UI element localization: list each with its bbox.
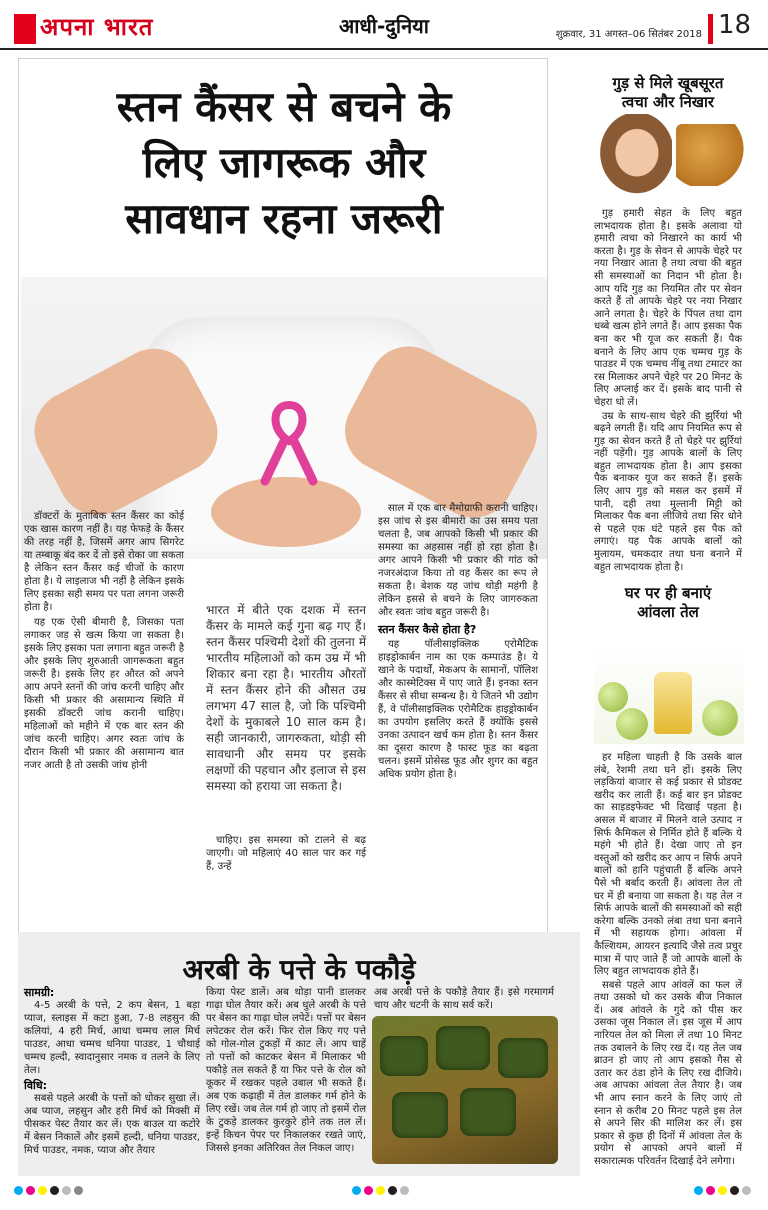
registration-dot <box>364 1186 373 1195</box>
header-divider <box>708 14 713 44</box>
pakora-piece <box>380 1036 428 1076</box>
title-line: घर पर ही बनाएं <box>624 584 712 602</box>
paragraph: यह पॉलीसाइक्लिक एरोमैटिक हाइड्रोकार्बन नाम का एक कम्पाउंड है। ये खाने के पदार्थों, मेकअप के सामानों, पॉलिश और कास्मेटिक्स में पाए जाते हैं। इनका स्तन कैंसर से सीधा सम्बन्ध है। ये जितने भी उद्योग हैं, वे पॉलीसाइक्लिक एरोमैटिक हाइड्रोकार्बन का उपयोग इसलिए करते हैं क्योंकि इससे उनका उत्पादन खर्च कम होता है। स्तन कैंसर का दूसरा कारण है फास्ट फूड का बढ़ता चलन। इसमें प्रोसेस्ड फूड और शुगर का बहुत अधिक प्रयोग होता है। <box>378 639 538 780</box>
pakora-piece <box>498 1038 548 1078</box>
sidebar-story2-text <box>594 752 742 1170</box>
registration-dot <box>26 1186 35 1195</box>
sidebar-story2-title <box>584 584 752 622</box>
recipe-column-3: अब अरबी पत्ते के पकौड़े तैयार हैं। इसे गरमागर्म चाय और चटनी के साथ सर्व करें। <box>374 987 554 1011</box>
masthead-logo: अपना भारत <box>40 12 154 41</box>
main-story-box <box>18 58 548 934</box>
sidebar-story1-text <box>594 208 742 575</box>
title-line: आंवला तेल <box>637 603 699 621</box>
subheading: स्तन कैंसर कैसे होता है? <box>378 623 477 636</box>
oil-bottle <box>654 672 692 734</box>
amla-fruit <box>598 682 628 712</box>
amla-fruit <box>616 708 648 740</box>
pakora-piece <box>436 1026 490 1070</box>
recipe-column-1 <box>24 986 200 1159</box>
paragraph: डॉक्टरों के मुताबिक स्तन कैंसर का कोई एक खास कारण नहीं है। यह फेफड़े के कैंसर की तरह नहीं है, जिसमें अगर आप सिगरेट या तम्बाकू बंद कर दें तो इसे रोका जा सकता है लेकिन स्तन कैंसर कई चीजों के कारण होता है। ये लाइलाज भी नहीं है लेकिन इसके लिए इसका सही समय पर पता लगना जरूरी होता है। <box>24 511 184 613</box>
pakora-photo <box>372 1016 558 1164</box>
title-line: गुड़ से मिले खूबसूरत <box>612 74 724 92</box>
method-text: सबसे पहले अरबी के पत्तों को धोकर सुखा लें। अब प्याज, लहसुन और हरी मिर्च को मिक्सी में पीसकर पेस्ट तैयार कर लें। एक बाउल या कटोरे में बेसन निकालें और इसमें हल्दी, धनिया पाउडर, मिर्च पाउडर, नमक, प्याज और तैयार <box>24 1093 200 1156</box>
headline-line: लिए जागरूक और <box>142 138 426 187</box>
dateline: शुक्रवार, 31 अगस्त–06 सितंबर 2018 <box>555 29 702 40</box>
registration-dot <box>694 1186 703 1195</box>
paragraph: सबसे पहले आप आंवलें का फल लें तथा उसको धो कर उसके बीज निकाल दें। अब आंवले के गुदे को पीस कर उसका जूस निकाल लें। इस जूस में आप नारियल तेल को मिला लें तथा 10 मिनट तक उबालने के लिए रख दें। यह तेल जब ब्राउन हो जाए तो आप इसको गैस से उतार कर ठंडा होने के लिए रख दीजिये। अब आपका आंवला तेल तैयार है। जब भी आप स्नान करने के लिए जाएं तो स्नान से करीब 20 मिनट पहले इस तेल से अपने सिर की मालिश कर लें। इस प्रकार से कुछ ही दिनों में आंवला तेल के प्रयोग से आपको अपने बालों में सकारात्मक परिवर्तन दिखाई देने लगेगा। <box>594 979 742 1167</box>
headline-line: सावधान रहना जरूरी <box>125 194 443 243</box>
ingredients-label: सामग्री: <box>24 986 55 999</box>
woman-face-photo <box>594 114 672 200</box>
registration-dot <box>376 1186 385 1195</box>
amla-fruit <box>702 700 738 736</box>
recipe-title: अरबी के पत्ते के पकौड़े <box>182 953 416 986</box>
paragraph: साल में एक बार मैमोग्राफी करानी चाहिए। इस जांच से इस बीमारी का उस समय पता चलता है, जब आपको किसी भी प्रकार की समस्या का अहसास नहीं हो रहा होता है। अगर आपने किसी भी प्रकार की गांठ को नजरअंदाज किया तो वह कैंसर का रूप ले सकता है। बेशक यह जांच थोड़ी महंगी है लेकिन इससे से बचने के लिए जागरुकता और स्वतः जांच बहुत जरूरी है। <box>378 503 538 618</box>
registration-dot <box>50 1186 59 1195</box>
section-title: आधी-दुनिया <box>339 14 429 38</box>
registration-dot <box>706 1186 715 1195</box>
headline-line: स्तन कैंसर से बचने के <box>116 82 452 131</box>
registration-dot <box>388 1186 397 1195</box>
registration-dot <box>400 1186 409 1195</box>
paragraph: गुड़ हमारी सेहत के लिए बहुत लाभदायक होता है। इसके अलावा यो हमारी त्वचा को निखारने का कार्य भी करता है। गुड़ के सेवन से आपके चेहरे पर नया निखार आता है तथा त्वचा की बहुत सी समस्याओं का निदान भी होता है। आप यदि गुड़ का नियमित तौर पर सेवन करते हैं तो आपके चेहरे पर नया निखार आने लगता है। चेहरे के पिंपल तथा दाग धब्बे खत्म होने लगते हैं। आप इसका पैक बना कर भी यूज कर सकती हैं। पैक बनाने के लिए आप एक चम्मच गुड़ के पाउडर में एक चम्मच नींबू तथा टमाटर का रस मिलाकर अपने चेहरे पर 20 मिनट के लिए अप्लाई कर दें। इसके बाद पानी से चेहरा धो लें। <box>594 208 742 408</box>
registration-dot <box>352 1186 361 1195</box>
registration-dot <box>742 1186 751 1195</box>
pull-quote: भारत में बीते एक दशक में स्तन कैंसर के मामले कई गुना बढ़ गए हैं। स्तन कैंसर पश्चिमी देशों की तुलना में भारतीय महिलाओं को कम उम्र में भी शिकार बना रहा है। भारतीय औरतों में स्तन कैंसर होने की औसत उम्र लगभग 47 साल है, जो कि पश्चिमी देशों के मुकाबले 10 साल कम है। सही जानकारी, जागरुकता, थोड़ी सी सावधानी और समय पर इसके लक्षणों की पहचान और इलाज से इस समस्या को हराया जा सकता है। <box>206 603 366 793</box>
registration-dot <box>62 1186 71 1195</box>
article-column-2 <box>206 834 366 875</box>
registration-dot <box>718 1186 727 1195</box>
registration-dot <box>730 1186 739 1195</box>
sidebar-story1-title <box>584 74 752 112</box>
pink-ribbon-icon <box>259 397 319 487</box>
page-number: 18 <box>718 10 752 40</box>
photo-hands-bottom <box>211 477 361 547</box>
amla-oil-photo <box>594 652 744 744</box>
pakora-piece <box>460 1088 516 1136</box>
page-header <box>0 0 768 50</box>
article-column-1 <box>24 510 184 774</box>
paragraph: चाहिए। इस समस्या को टालने से बढ़ जाएगी। जो महिलाएं 40 साल पार कर गई हैं, उन्हें <box>206 835 366 872</box>
print-registration-marks <box>0 1186 768 1200</box>
title-line: त्वचा और निखार <box>621 93 715 111</box>
paragraph: हर महिला चाहती है कि उसके बाल लंबे, रेशमी तथा घने हों। इसके लिए लड़कियां बाजार से कई प्रकार से प्रोडक्ट खरीद कर लाती हैं। कई बार इन प्रोडक्ट का साइडइफेक्ट भी दिखाई पड़ता है। असल में बाजार में मिलने वाले उत्पाद न सिर्फ कैमिकल से निर्मित होते हैं बल्कि ये महंगे भी होते हैं। देखा जाए तो इन वस्तुओं को खरीद कर आप न सिर्फ अपने बालों को हानि पहुंचाती हैं बल्कि अपने पैसे भी बर्बाद करती हैं। आंवला तेल तो घर में ही बनाया जा सकता है। यह तेल न सिर्फ आपके बालों की समस्याओं को सही करेगा बल्कि उनको लंबा तथा घना बनाने में भी सहायक होगा। आंवला में कैल्शियम, आयरन इत्यादि जैसे तत्व प्रचुर मात्रा में पाए जाते हैं जो आपके बालों के लिए बहुत लाभदायक होते हैं। <box>594 752 742 978</box>
ingredients-text: 4-5 अरबी के पत्ते, 2 कप बेसन, 1 बड़ा प्याज, स्लाइस में कटा हुआ, 7-8 लहसुन की कलियां, 4 हरी मिर्च, आधा चम्मच लाल मिर्च पाउडर, आधा चम्मच धनिया पाउडर, 1 चौथाई चम्मच हल्दी, स्वादानुसार नमक व तलने के लिए तेल। <box>24 1000 200 1076</box>
pakora-piece <box>392 1092 448 1138</box>
recipe-column-2: किया पेस्ट डालें। अब थोड़ा पानी डालकर गाढ़ा घोल तैयार करें। अब धुले अरबी के पत्ते पर बेसन का गाढ़ा घोल लपेटें। पत्तों पर बेसन लपेटकर रोल करें। फिर रोल किए गए पत्ते को गोल-गोल टुकड़ों में काट लें। आप चाहें तो पत्तों को काटकर बेसन में मिलाकर भी पकौड़े तल सकते हैं या फिर पत्ते के रोल को कूकर में रखकर पहले उबाल भी सकते हैं। अब एक कढ़ाही में तेल डालकर गर्म होने के लिए रखें। जब तेल गर्म हो जाए तो इसमें रोल के टुकड़े डालकर कुरकुरे होने तक तल लें। इन्हें किचन पेपर पर निकालकर रखते जाएं, जिससे इनका अतिरिक्त तेल निकल जाए। <box>206 987 366 1154</box>
sidebar <box>584 58 752 1176</box>
registration-dot <box>74 1186 83 1195</box>
paragraph: उम्र के साथ-साथ चेहरे की झुर्रियां भी बढ़ने लगती हैं। यदि आप नियमित रूप से गुड़ का सेवन करते हैं तो चेहरे पर झुर्रियां नहीं पड़ेंगी। गुड़ आपके बालों के लिए बहुत लाभदायक होता है। आप इसका पैक बनाकर यूज कर सकते हैं। इसके लिए आप गुड़ को मसल कर इसमें में पानी, दही तथा मुल्तानी मिट्टी को मिलाकर पैक बना लीजिये तथा सिर धोने से पहले एक घंटे पहले इस पैक को लगाएं। यह पैक आपके बालों को मुलायम, चमकदार तथा घना बनाने में बहुत लाभदायक होता है। <box>594 410 742 573</box>
method-label: विधि: <box>24 1079 47 1092</box>
article-column-3 <box>378 502 538 783</box>
jaggery-photo <box>676 124 746 186</box>
paragraph: यह एक ऐसी बीमारी है, जिसका पता लगाकर जड़ से खत्म किया जा सकता है। इसके लिए इसका पता लगाना बहुत जरूरी है और इसके लिए शुरुआती जागरूकता बहुत जरूरी है। इसके लिए हर औरत को अपने आप अपने स्तनों की जांच करनी चाहिए और किसी भी प्रकार की असामान्य स्थिति में इसकी डॉक्टरी जांच करानी चाहिए। महिलाओं को महीने में एक बार स्तन की जांच करनी चाहिए। अगर स्वतः जांच के दौरान किसी भी प्रकार की असामान्य बात नजर आती है तो उसकी जांच होनी <box>24 617 184 771</box>
registration-dot <box>14 1186 23 1195</box>
registration-dot <box>38 1186 47 1195</box>
main-headline <box>19 79 549 247</box>
